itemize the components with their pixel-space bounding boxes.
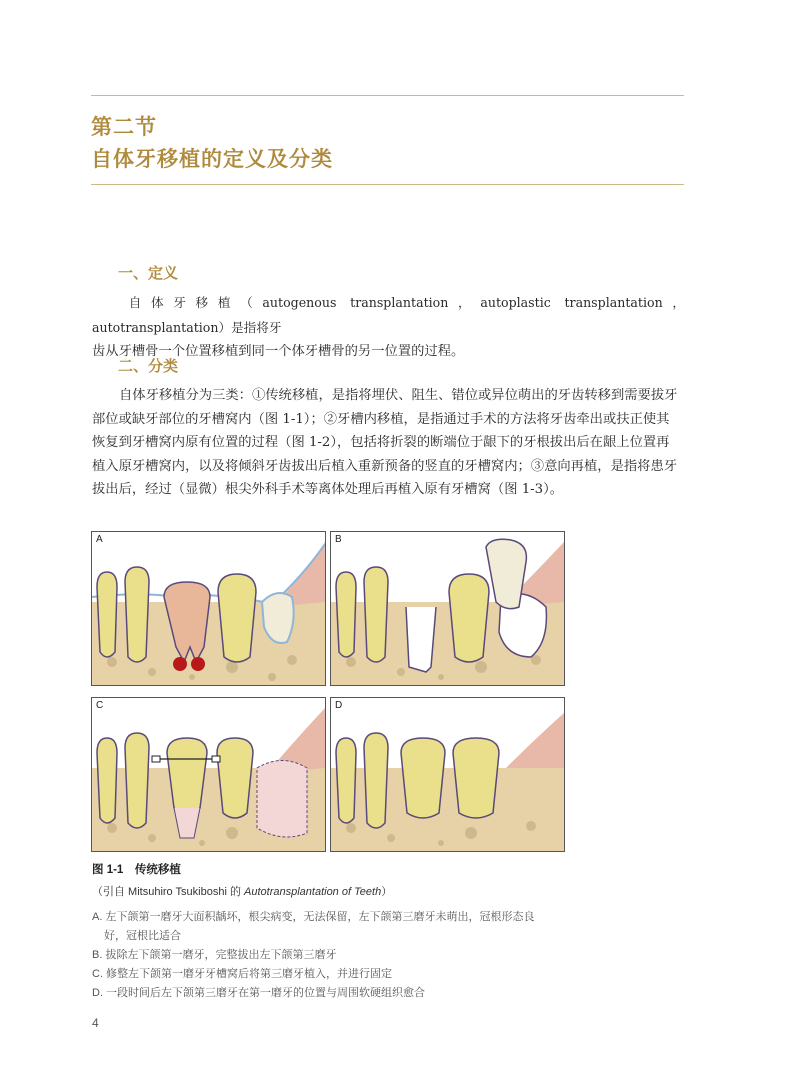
section-number: 第二节 <box>91 115 157 139</box>
top-rule <box>91 95 684 96</box>
figure-source <box>92 883 392 899</box>
definition-line-1: 自体牙移植（autogenous transplantation，autoplastic transplantation，autotransplantation）是指将牙 <box>92 295 685 335</box>
panel-c-illustration <box>92 698 325 851</box>
caption-item-a-cont: 好，冠根比适合 <box>104 930 181 942</box>
caption-item-a: A. 左下颌第一磨牙大面积龋坏，根尖病变，无法保留，左下颌第三磨牙未萌出，冠根形态良 <box>92 911 535 923</box>
classification-line-5: 拔出后，经过（显微）根尖外科手术等离体处理后再植入原有牙槽窝（图 1-3）。 <box>92 482 564 497</box>
classification-paragraph <box>92 384 685 502</box>
figure-panel-c <box>91 697 326 852</box>
bottom-rule <box>91 184 684 185</box>
panel-c-label: C <box>96 700 104 711</box>
classification-line-3: 恢复到牙槽窝内原有位置的过程（图 1-2），包括将折裂的断端位于龈下的牙根拔出后在龈上位置再 <box>92 435 670 450</box>
caption-item-b: B. 拔除左下颌第一磨牙，完整拔出左下颌第三磨牙 <box>92 949 337 961</box>
caption-item-c: C. 修整左下颌第一磨牙牙槽窝后将第三磨牙植入，并进行固定 <box>92 968 393 980</box>
figure-source-suffix: ） <box>381 886 393 898</box>
figure-panel-a <box>91 531 326 686</box>
figure-caption-title: 图 1-1 传统移植 <box>92 864 181 876</box>
figure-panel-d <box>330 697 565 852</box>
panel-a-label: A <box>96 534 103 545</box>
definition-line-2: 齿从牙槽骨一个位置移植到同一个体牙槽骨的另一位置的过程。 <box>92 344 465 359</box>
definition-paragraph <box>92 291 685 364</box>
panel-d-illustration <box>331 698 564 851</box>
classification-line-4: 植入原牙槽窝内，以及将倾斜牙齿拔出后植入重新预备的竖直的牙槽窝内；③意向再植，是指将患牙 <box>92 458 678 474</box>
caption-item-d: D. 一段时间后左下颌第三磨牙在第一磨牙的位置与周围软硬组织愈合 <box>92 987 426 999</box>
classification-heading: 二、分类 <box>118 357 179 375</box>
figure-source-prefix: （引自 Mitsuhiro Tsukiboshi 的 <box>92 886 245 898</box>
panel-a-illustration <box>92 532 325 685</box>
classification-line-2: 部位或缺牙部位的牙槽窝内（图 1-1）；②牙槽内移植，是指通过手术的方法将牙齿牵出或扶正使其 <box>92 411 670 427</box>
section-title: 自体牙移植的定义及分类 <box>91 147 333 171</box>
page-number: 4 <box>92 1016 99 1030</box>
figure-source-book-title: Autotransplantation of Teeth <box>244 886 382 898</box>
panel-b-label: B <box>335 534 342 545</box>
figure-panel-b <box>330 531 565 686</box>
definition-heading: 一、定义 <box>118 264 179 282</box>
panel-b-illustration <box>331 532 564 685</box>
panel-d-label: D <box>335 700 343 711</box>
classification-line-1: 自体牙移植分为三类：①传统移植，是指将埋伏、阻生、错位或异位萌出的牙齿转移到需要拔牙 <box>119 388 678 403</box>
